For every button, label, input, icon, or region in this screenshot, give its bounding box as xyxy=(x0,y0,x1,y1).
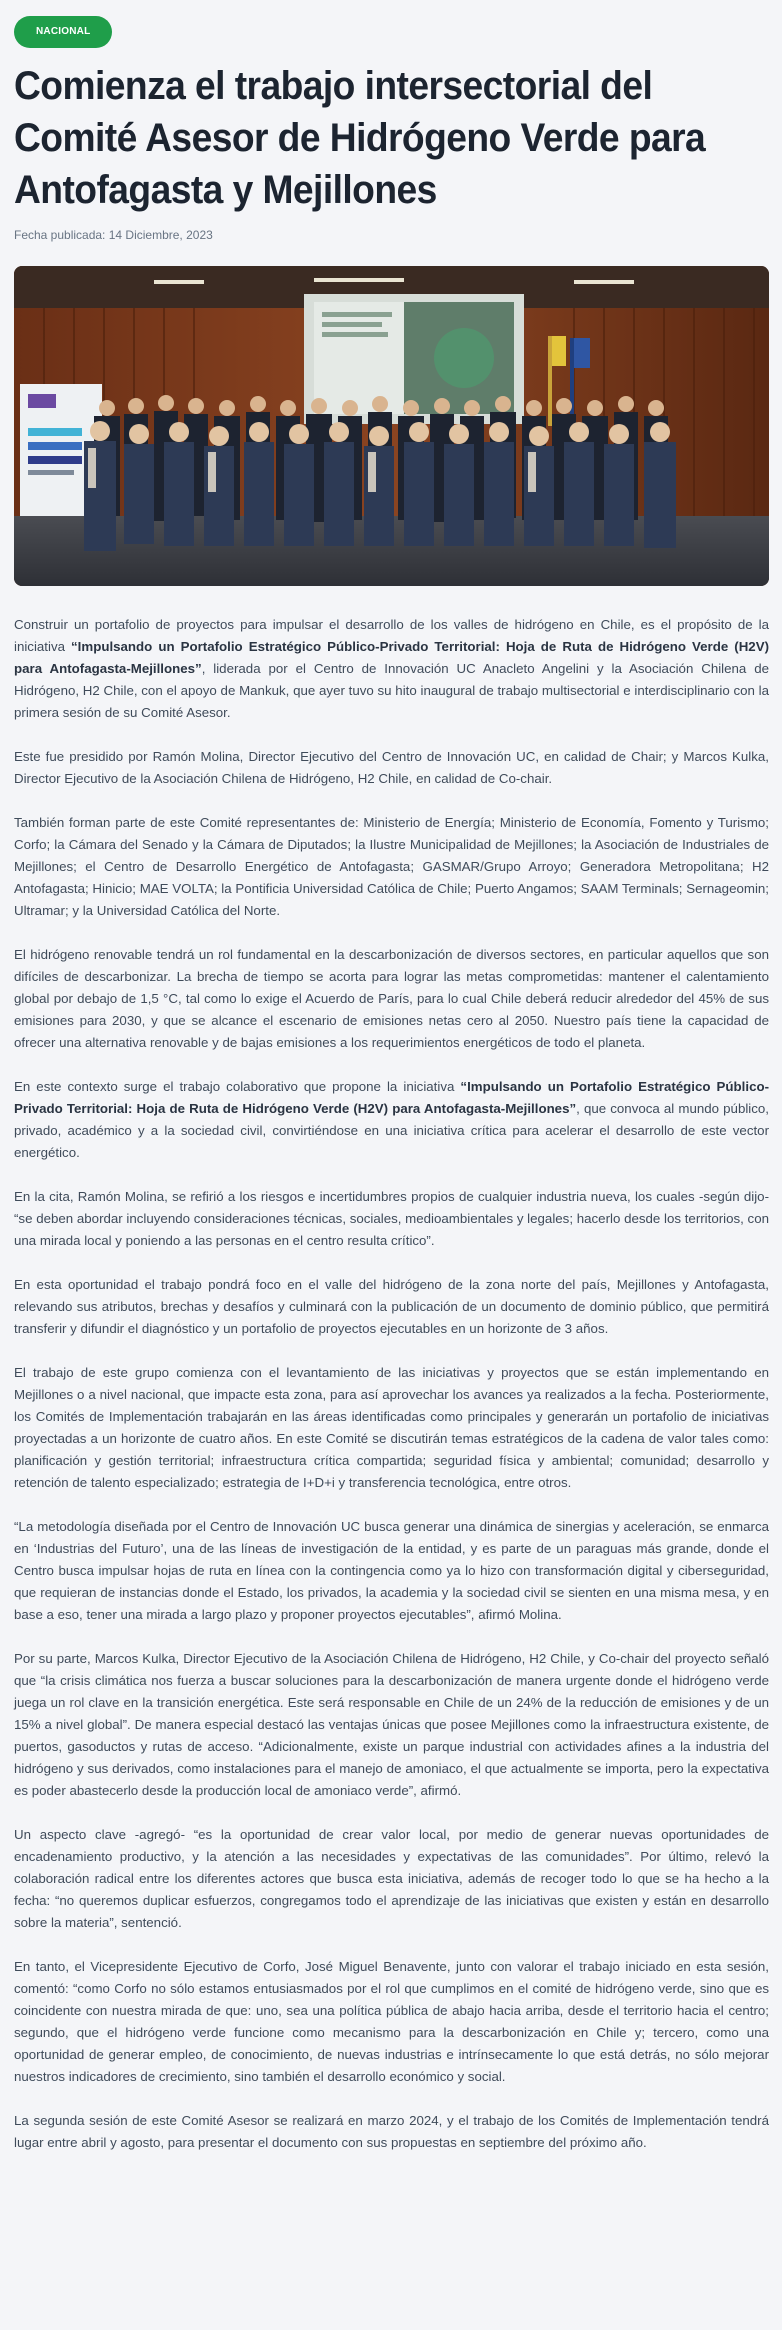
article-title: Comienza el trabajo intersectorial del Comité Asesor de Hidrógeno Verde para Antofagasta y Mejillones xyxy=(14,64,706,212)
paragraph-text: La segunda sesión de este Comité Asesor se realizará en marzo 2024, y el trabajo de los Comités de Implementación tendrá lugar entre abril y agosto, para presentar el documento con sus propuestas en septiembre del próximo año. xyxy=(14,2113,769,2150)
article-paragraph xyxy=(14,1956,769,2088)
article-paragraph xyxy=(14,1824,769,1934)
article-photo xyxy=(14,266,769,586)
article-paragraph xyxy=(14,1274,769,1340)
paragraph-text: En este contexto surge el trabajo colaborativo que propone la iniciativa xyxy=(14,1079,461,1094)
paragraph-text: En la cita, Ramón Molina, se refirió a los riesgos e incertidumbres propios de cualquier industria nueva, los cuales -según dijo- “se deben abordar incluyendo consideraciones técnicas, sociales, medioambientales y legales; hacerlo desde los territorios, con una mirada local y poniendo a las personas en el centro resulta crítico”. xyxy=(14,1189,769,1248)
category-badge[interactable]: NACIONAL xyxy=(14,16,112,48)
initiative-name-highlight: “Impulsando un Portafolio Estratégico Público-Privado Territorial: Hoja de Ruta de Hidrógeno Verde (H2V) para Antofagasta-Mejillones” xyxy=(14,639,769,676)
paragraph-text: También forman parte de este Comité representantes de: Ministerio de Energía; Ministerio de Economía, Fomento y Turismo; Corfo; la Cámara del Senado y la Cámara de Diputados; la Ilustre Municipalidad de Mejillones; la Asociación de Industriales de Mejillones; el Centro de Desarrollo Energético de Antofagasta; GASMAR/Grupo Arroyo; Generadora Metropolitana; H2 Antofagasta; Hinicio; MAE VOLTA; la Pontificia Universidad Católica de Chile; Puerto Angamos; SAAM Terminals; Sernageomin; Ultramar; y la Universidad Católica del Norte. xyxy=(14,815,769,918)
article-paragraph xyxy=(14,1516,769,1626)
paragraph-text: El hidrógeno renovable tendrá un rol fundamental en la descarbonización de diversos sectores, en particular aquellos que son difíciles de descarbonizar. La brecha de tiempo se acorta para lograr las metas comprometidas: mantener el calentamiento global por debajo de 1,5 °C, tal como lo exige el Acuerdo de París, para lo cual Chile deberá reducir alrededor del 45% de sus emisiones para 2030, y que se alcance el escenario de emisiones netas cero al 2050. Nuestro país tiene la capacidad de ofrecer una alternativa renovable y de bajas emisiones a los requerimientos energéticos de todo el planeta. xyxy=(14,947,769,1050)
article-paragraph xyxy=(14,944,769,1054)
article-paragraph xyxy=(14,746,769,790)
article-body xyxy=(14,614,769,2154)
paragraph-text: Construir un portafolio de proyectos para impulsar el desarrollo de los valles de hidrógeno en Chile, es el propósito de la iniciativa xyxy=(14,617,769,654)
article-paragraph xyxy=(14,2110,769,2154)
paragraph-text: , liderada por el Centro de Innovación UC Anacleto Angelini y la Asociación Chilena de Hidrógeno, H2 Chile, con el apoyo de Mankuk, que ayer tuvo su hito inaugural de trabajo multisectorial e interdisciplinario con la primera sesión de su Comité Asesor. xyxy=(14,661,769,720)
article-paragraph xyxy=(14,614,769,724)
paragraph-text: , que convoca al mundo público, privado, académico y a la sociedad civil, convirtiéndose en una iniciativa crítica para acelerar el desarrollo de este vector energético. xyxy=(14,1101,769,1160)
paragraph-text: El trabajo de este grupo comienza con el levantamiento de las iniciativas y proyectos que se están implementando en Mejillones o a nivel nacional, que impacte esta zona, para así aprovechar los avances ya realizados a la fecha. Posteriormente, los Comités de Implementación trabajarán en las áreas identificadas como principales y generarán un portafolio de iniciativas proyectadas a un horizonte de cuatro años. En este Comité se discutirán temas estratégicos de la cadena de valor tales como: planificación y gestión territorial; infraestructura crítica compartida; seguridad física y ambiental; comunidad; desarrollo y retención de talento especializado; estrategia de I+D+i y transferencia tecnológica, entre otros. xyxy=(14,1365,769,1490)
paragraph-text: Un aspecto clave -agregó- “es la oportunidad de crear valor local, por medio de generar nuevas oportunidades de encadenamiento productivo, y la atención a las necesidades y expectativas de las comunidades”. Por último, relevó la colaboración radical entre los diferentes actores que busca esta iniciativa, además de recoger todo lo que se ha hecho a la fecha: “no queremos duplicar esfuerzos, congregamos todo el aprendizaje de las iniciativas que existen y están en desarrollo sobre la materia”, sentenció. xyxy=(14,1827,769,1930)
publish-date: Fecha publicada: 14 Diciembre, 2023 xyxy=(14,228,213,242)
initiative-name-highlight: “Impulsando un Portafolio Estratégico Público-Privado Territorial: Hoja de Ruta de Hidrógeno Verde (H2V) para Antofagasta-Mejillones” xyxy=(14,1079,770,1116)
paragraph-text: “La metodología diseñada por el Centro de Innovación UC busca generar una dinámica de sinergias y aceleración, se enmarca en ‘Industrias del Futuro’, una de las líneas de investigación de la entidad, y es parte de un paraguas más grande, donde el Centro busca impulsar hojas de ruta en línea con la contingencia como ya lo hizo con transformación digital y ciberseguridad, que requieran de instancias donde el Estado, los privados, la academia y la sociedad civil se sienten en una misma mesa, y en base a eso, tener una mirada a largo plazo y proponer proyectos ejecutables”, afirmó Molina. xyxy=(14,1519,769,1622)
article-paragraph xyxy=(14,1362,769,1494)
article-paragraph xyxy=(14,1076,769,1164)
paragraph-text: En tanto, el Vicepresidente Ejecutivo de Corfo, José Miguel Benavente, junto con valorar el trabajo iniciado en esta sesión, comentó: “como Corfo no sólo estamos entusiasmados por el rol que cumplimos en el comité de hidrógeno verde, sino que es coincidente con nuestra mirada de que: uno, sea una política pública de abajo hacia arriba, desde el territorio hacia el centro; segundo, que el hidrógeno verde funcione como mecanismo para la descarbonización en Chile y; tercero, como una oportunidad de generar empleo, de conocimiento, de nuevas industrias e intrínsecamente lo que está detrás, no sólo mejorar nuestros indicadores de crecimiento, sino también el desarrollo económico y social. xyxy=(14,1959,769,2084)
article-paragraph xyxy=(14,812,769,922)
paragraph-text: Por su parte, Marcos Kulka, Director Ejecutivo de la Asociación Chilena de Hidrógeno, H2 Chile, y Co-chair del proyecto señaló que “la crisis climática nos fuerza a buscar soluciones para la descarbonización de manera urgente donde el hidrógeno verde juega un rol clave en la transición energética. Este será responsable en Chile de un 24% de la reducción de emisiones y de un 15% a nivel global”. De manera especial destacó las ventajas únicas que posee Mejillones como la infraestructura existente, de puertos, gasoductos y rutas de acceso. “Adicionalmente, existe un parque industrial con actividades afines a la industria del hidrógeno y sus derivados, como instalaciones para el manejo de amoniaco, el que actualmente se importa, pero la expectativa es poder abastecerlo desde la producción local de amoniaco verde”, afirmó. xyxy=(14,1651,769,1798)
article-paragraph xyxy=(14,1648,769,1802)
article-paragraph xyxy=(14,1186,769,1252)
paragraph-text: Este fue presidido por Ramón Molina, Director Ejecutivo del Centro de Innovación UC, en calidad de Chair; y Marcos Kulka, Director Ejecutivo de la Asociación Chilena de Hidrógeno, H2 Chile, en calidad de Co-chair. xyxy=(14,749,769,786)
paragraph-text: En esta oportunidad el trabajo pondrá foco en el valle del hidrógeno de la zona norte del país, Mejillones y Antofagasta, relevando sus atributos, brechas y desafíos y culminará con la publicación de un documento de dominio público, que permitirá transferir y difundir el diagnóstico y un portafolio de proyectos ejecutables en un horizonte de 3 años. xyxy=(14,1277,769,1336)
